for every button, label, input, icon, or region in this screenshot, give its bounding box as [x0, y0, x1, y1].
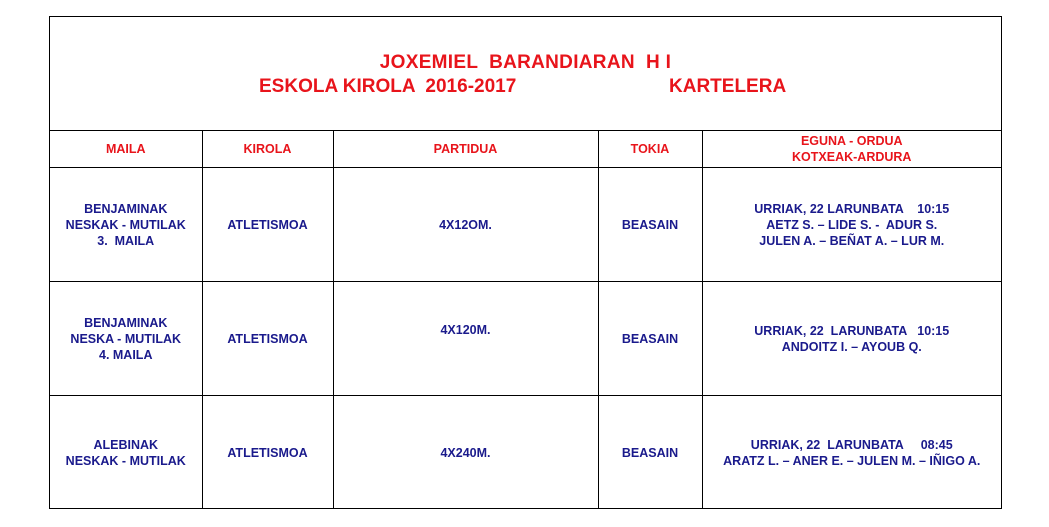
poster-title: KARTELERA — [669, 76, 787, 97]
maila-line: NESKAK - MUTILAK — [65, 217, 186, 232]
cell-partidua: 4X12OM. — [333, 168, 598, 282]
column-header-eguna — [702, 130, 1001, 168]
column-header-eguna-line1: EGUNA - ORDUA — [800, 133, 903, 148]
schedule-table — [50, 130, 1001, 509]
cell-maila — [50, 282, 202, 396]
column-header-maila: MAILA — [50, 130, 202, 168]
table-row — [50, 396, 1001, 510]
partidua-value: 4X120M. — [440, 322, 491, 337]
cell-kirola: ATLETISMOA — [202, 396, 333, 510]
cell-kirola: ATLETISMOA — [202, 168, 333, 282]
title-block — [50, 17, 1001, 131]
eguna-line: URRIAK, 22 LARUNBATA 08:45 — [750, 437, 953, 452]
eguna-line: JULEN A. – BEÑAT A. – LUR M. — [759, 233, 945, 248]
cell-partidua: 4X240M. — [333, 396, 598, 510]
maila-line: 3. MAILA — [97, 233, 155, 248]
cell-eguna — [702, 396, 1001, 510]
cell-maila — [50, 168, 202, 282]
school-title: JOXEMIEL BARANDIARAN H I — [379, 52, 672, 73]
season-title: ESKOLA KIROLA 2016-2017 — [259, 76, 517, 97]
eguna-line: ARATZ L. – ANER E. – JULEN M. – IÑIGO A. — [723, 453, 981, 468]
column-header-tokia: TOKIA — [598, 130, 702, 168]
maila-line: ALEBINAK — [93, 437, 159, 452]
maila-line: NESKA - MUTILAK — [70, 331, 182, 346]
maila-line: BENJAMINAK — [84, 315, 168, 330]
schedule-sheet — [49, 16, 1002, 509]
maila-line: NESKAK - MUTILAK — [65, 453, 186, 468]
column-header-eguna-line2: KOTXEAK-ARDURA — [792, 149, 912, 164]
column-header-kirola: KIROLA — [202, 130, 333, 168]
cell-kirola: ATLETISMOA — [202, 282, 333, 396]
table-row — [50, 168, 1001, 282]
eguna-line: URRIAK, 22 LARUNBATA 10:15 — [754, 323, 950, 338]
maila-line: 4. MAILA — [99, 347, 153, 362]
cell-maila — [50, 396, 202, 510]
cell-tokia: BEASAIN — [598, 282, 702, 396]
cell-eguna — [702, 168, 1001, 282]
maila-line: BENJAMINAK — [84, 201, 168, 216]
cell-eguna — [702, 282, 1001, 396]
cell-tokia: BEASAIN — [598, 396, 702, 510]
column-header-partidua: PARTIDUA — [333, 130, 598, 168]
eguna-line: URRIAK, 22 LARUNBATA 10:15 — [754, 201, 950, 216]
table-row — [50, 282, 1001, 396]
table-header-row — [50, 130, 1001, 168]
cell-tokia: BEASAIN — [598, 168, 702, 282]
cell-partidua — [333, 282, 598, 396]
eguna-line: ANDOITZ I. – AYOUB Q. — [781, 339, 922, 354]
eguna-line: AETZ S. – LIDE S. - ADUR S. — [766, 217, 938, 232]
